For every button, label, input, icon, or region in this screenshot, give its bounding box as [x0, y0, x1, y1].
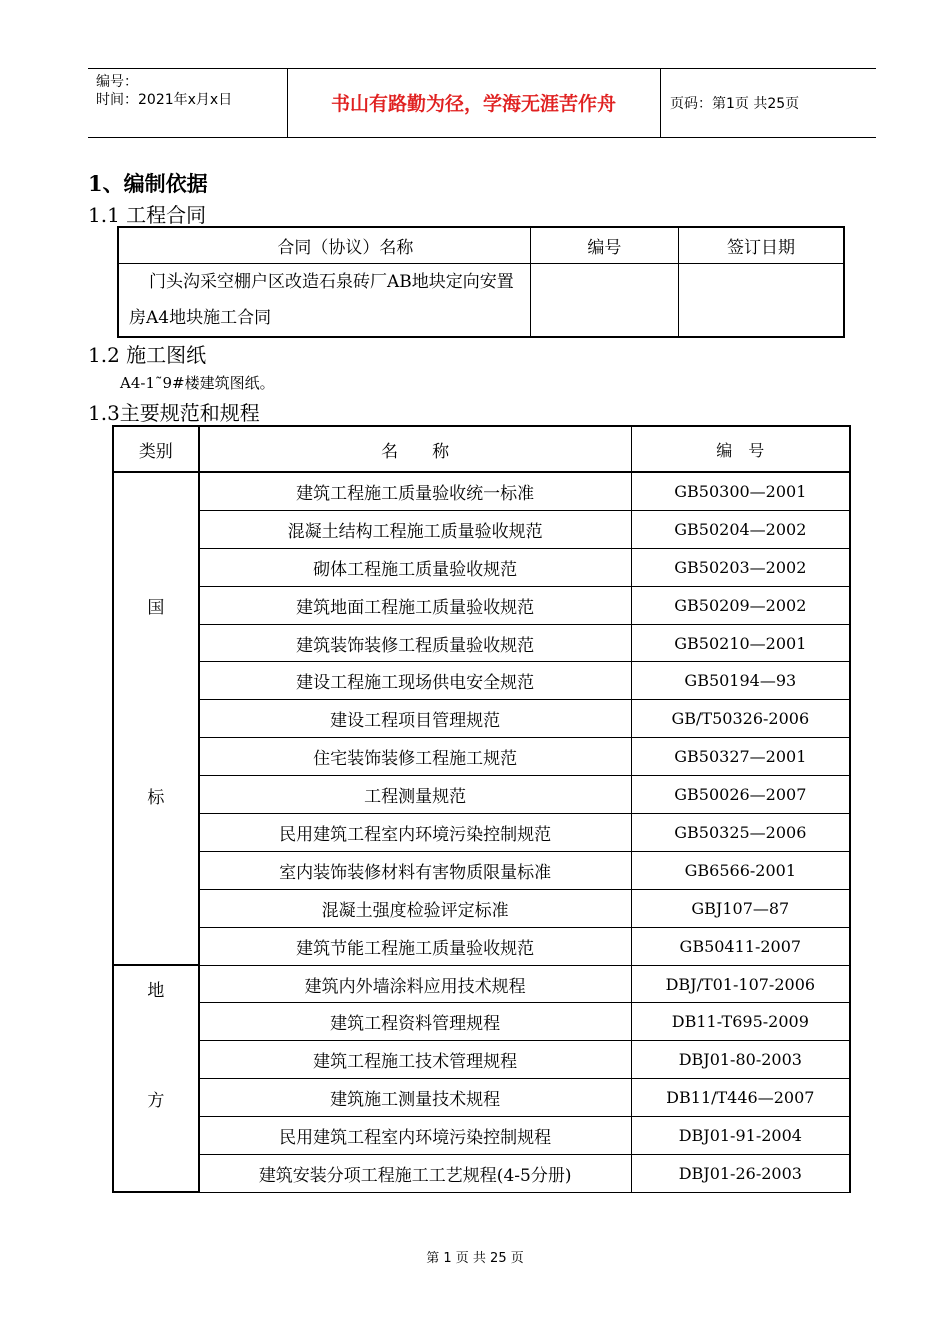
standard-code: GB50327—2001: [631, 738, 850, 776]
contract-heading: 1.1 工程合同: [88, 203, 207, 227]
table-row: [113, 586, 850, 624]
standard-code: DBJ01-91-2004: [631, 1117, 850, 1155]
section-title: 1、编制依据: [88, 171, 208, 196]
table-row: [113, 1117, 850, 1155]
table-row: [113, 548, 850, 586]
standard-name: 民用建筑工程室内环境污染控制规范: [199, 814, 631, 852]
standard-name: 民用建筑工程室内环境污染控制规程: [199, 1117, 631, 1155]
table-row: [113, 851, 850, 889]
header-motto: 书山有路勤为径，学海无涯苦作舟: [330, 93, 616, 115]
standard-name: 住宅装饰装修工程施工规范: [199, 738, 631, 776]
standard-code: GBJ107—87: [631, 889, 850, 927]
standard-code: DBJ01-80-2003: [631, 1041, 850, 1079]
standard-code: DBJ/T01-107-2006: [631, 965, 850, 1003]
standards-col-code: 编 号: [631, 426, 850, 472]
standard-code: GB50411-2007: [631, 927, 850, 965]
standard-name: 建筑地面工程施工质量验收规范: [199, 586, 631, 624]
standard-code: GB50209—2002: [631, 586, 850, 624]
table-row: [113, 1155, 850, 1193]
contract-table: [117, 226, 845, 338]
standard-name: 建设工程项目管理规范: [199, 700, 631, 738]
standard-code: GB50203—2002: [631, 548, 850, 586]
header-page-info: 页码：第1页 共25页: [670, 96, 800, 112]
table-row: [113, 738, 850, 776]
table-row: [113, 814, 850, 852]
table-row: [113, 510, 850, 548]
local-category-cell: [113, 965, 199, 1192]
standard-code: GB50194—93: [631, 662, 850, 700]
standard-code: GB50325—2006: [631, 814, 850, 852]
standard-code: GB50300—2001: [631, 472, 850, 510]
table-row: [113, 1041, 850, 1079]
contract-col-date: 签订日期: [679, 227, 844, 264]
table-row: [113, 965, 850, 1003]
page-header: [88, 68, 876, 138]
table-row: [113, 1079, 850, 1117]
standard-code: DBJ01-26-2003: [631, 1155, 850, 1193]
standard-code: GB50026—2007: [631, 776, 850, 814]
standard-name: 建筑安装分项工程施工工艺规程(4-5分册): [199, 1155, 631, 1193]
standard-name: 建筑工程施工质量验收统一标准: [199, 472, 631, 510]
standards-col-category: 类别: [113, 426, 199, 472]
table-row: [113, 624, 850, 662]
contract-col-code: 编号: [530, 227, 678, 264]
category-char: 标: [147, 788, 165, 808]
page-footer: 第 1 页 共 25 页: [426, 1251, 524, 1266]
standard-name: 混凝土结构工程施工质量验收规范: [199, 510, 631, 548]
header-divider: [660, 69, 661, 137]
standard-name: 混凝土强度检验评定标准: [199, 889, 631, 927]
table-row: [113, 889, 850, 927]
contract-date: [679, 264, 844, 338]
standard-code: DB11-T695-2009: [631, 1003, 850, 1041]
standard-name: 工程测量规范: [199, 776, 631, 814]
header-meta: [96, 73, 232, 109]
table-row: [113, 662, 850, 700]
category-char: 国: [147, 598, 165, 618]
standard-code: GB50204—2002: [631, 510, 850, 548]
standards-col-name: 名 称: [199, 426, 631, 472]
national-category-cell: [113, 472, 199, 965]
standard-name: 室内装饰装修材料有害物质限量标准: [199, 851, 631, 889]
table-row: [113, 776, 850, 814]
standard-name: 建筑施工测量技术规程: [199, 1079, 631, 1117]
standard-name: 建筑工程资料管理规程: [199, 1003, 631, 1041]
code-label: 编号：: [96, 74, 138, 90]
time-label: 时间：2021年x月x日: [96, 92, 233, 108]
table-row: [113, 472, 850, 510]
standard-code: GB6566-2001: [631, 851, 850, 889]
standard-code: GB50210—2001: [631, 624, 850, 662]
standards-heading: 1.3主要规范和规程: [88, 401, 260, 425]
standard-name: 建筑节能工程施工质量验收规范: [199, 927, 631, 965]
standard-name: 砌体工程施工质量验收规范: [199, 548, 631, 586]
standard-name: 建筑装饰装修工程质量验收规范: [199, 624, 631, 662]
drawings-text: A4-1˜9#楼建筑图纸。: [120, 374, 275, 392]
drawings-heading: 1.2 施工图纸: [88, 343, 207, 367]
standards-table: [112, 425, 851, 1193]
contract-col-name: 合同（协议）名称: [118, 227, 530, 264]
table-row: [113, 700, 850, 738]
standard-code: GB/T50326-2006: [631, 700, 850, 738]
table-row: [113, 1003, 850, 1041]
contract-code: [530, 264, 678, 338]
category-char: 地: [147, 981, 165, 1002]
standard-name: 建筑工程施工技术管理规程: [199, 1041, 631, 1079]
standard-name: 建设工程施工现场供电安全规范: [199, 662, 631, 700]
category-char: 方: [147, 1091, 165, 1112]
contract-name: 门头沟采空棚户区改造石泉砖厂AB地块定向安置房A4地块施工合同: [129, 272, 514, 328]
standard-code: DB11/T446—2007: [631, 1079, 850, 1117]
standard-name: 建筑内外墙涂料应用技术规程: [199, 965, 631, 1003]
table-row: [113, 927, 850, 965]
